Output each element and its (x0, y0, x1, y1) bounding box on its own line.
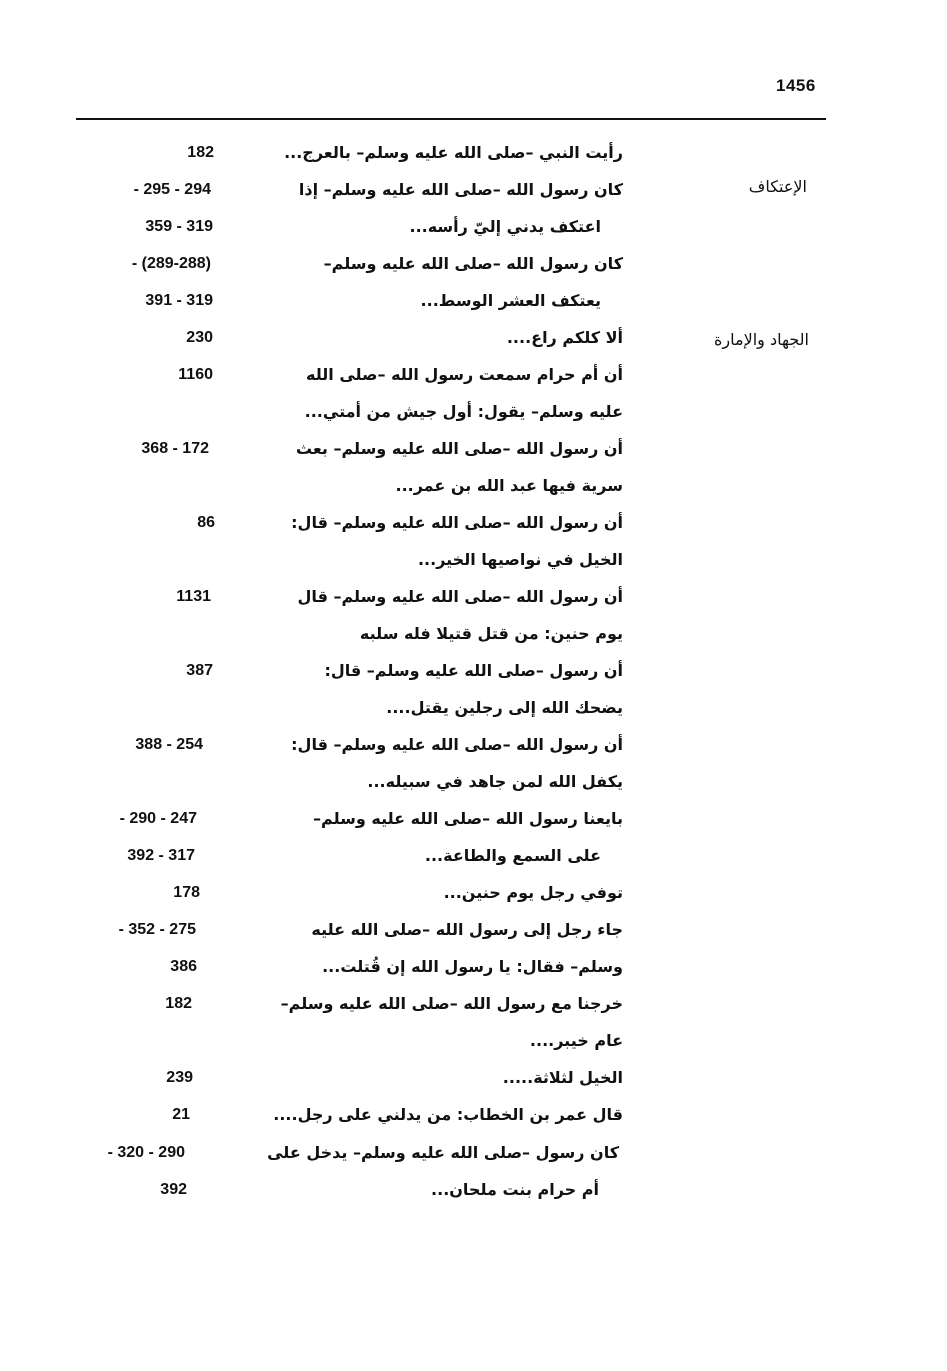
page-number: 1456 (776, 76, 816, 95)
index-row (0, 210, 947, 244)
page-reference: 239 (166, 1069, 193, 1086)
index-row (0, 1024, 947, 1058)
hadith-text: يوم حنين: من قتل قتيلا فله سلبه (359, 624, 623, 643)
page-reference: 230 (186, 329, 213, 346)
page-reference: 178 (173, 884, 200, 901)
hadith-text: كان رسول الله –صلى الله عليه وسلم– (323, 254, 623, 273)
hadith-text: أن رسول –صلى الله عليه وسلم– قال: (324, 661, 623, 680)
topic-label: الجهاد والإمارة (714, 330, 809, 349)
hadith-text: توفي رجل يوم حنين... (443, 883, 623, 902)
index-row (0, 358, 947, 392)
index-row (0, 987, 947, 1021)
hadith-text: يضحك الله إلى رجلين يقتل.... (386, 698, 623, 717)
page-reference: 182 (165, 995, 192, 1012)
hadith-text: أن رسول الله –صلى الله عليه وسلم– بعث (295, 439, 623, 458)
page-reference: 1131 (176, 588, 211, 605)
index-row (0, 691, 947, 725)
index-row (0, 173, 947, 207)
page-reference: 21 (172, 1106, 190, 1123)
index-row (0, 321, 947, 355)
page-reference: - 352 - 275 (118, 921, 196, 938)
page-reference: - 320 - 290 (107, 1144, 185, 1161)
index-row (0, 469, 947, 503)
hadith-text: كان رسول الله –صلى الله عليه وسلم– إذا (298, 180, 623, 199)
hadith-text: خرجنا مع رسول الله –صلى الله عليه وسلم– (280, 994, 623, 1013)
hadith-text: أن رسول الله –صلى الله عليه وسلم– قال: (291, 735, 623, 754)
page-reference: - (289-288) (131, 255, 211, 272)
topic-label: الإعتكاف (748, 177, 807, 196)
page-reference: 392 (160, 1181, 187, 1198)
index-row (0, 728, 947, 762)
index-row (0, 136, 947, 170)
hadith-text: بايعنا رسول الله –صلى الله عليه وسلم– (313, 809, 623, 828)
index-row (0, 654, 947, 688)
hadith-text: سرية فيها عبد الله بن عمر... (395, 476, 623, 495)
page-reference: 368 - 172 (141, 440, 209, 457)
page-reference: 388 - 254 (135, 736, 203, 753)
index-row (0, 543, 947, 577)
page-reference: 386 (170, 958, 197, 975)
index-row (0, 950, 947, 984)
index-row (0, 247, 947, 281)
index-row (0, 1061, 947, 1095)
hadith-text: يكفل الله لمن جاهد في سبيله... (367, 772, 623, 791)
index-row (0, 802, 947, 836)
hadith-text: كان رسول –صلى الله عليه وسلم– يدخل على (267, 1143, 619, 1162)
page-reference: 182 (187, 144, 214, 161)
hadith-text: رأيت النبي –صلى الله عليه وسلم– بالعرج... (284, 143, 623, 162)
index-row (0, 506, 947, 540)
index-row (0, 1173, 947, 1207)
hadith-text: جاء رجل إلى رسول الله –صلى الله عليه (311, 920, 623, 939)
hadith-text: على السمع والطاعة... (424, 846, 601, 865)
page-reference: 387 (186, 662, 213, 679)
page-reference: 1160 (178, 366, 213, 383)
hadith-text: وسلم– فقال: يا رسول الله إن قُتلت... (322, 957, 623, 976)
page-reference: 359 - 319 (145, 218, 213, 235)
hadith-text: الخيل لثلاثة..... (502, 1068, 623, 1087)
index-row (0, 395, 947, 429)
hadith-text: أن رسول الله –صلى الله عليه وسلم– قال: (291, 513, 623, 532)
hadith-text: يعتكف العشر الوسط... (420, 291, 601, 310)
hadith-text: أن رسول الله –صلى الله عليه وسلم– قال (297, 587, 623, 606)
hadith-text: عام خيبر.... (529, 1031, 623, 1050)
hadith-text: اعتكف يدني إليّ رأسه... (409, 217, 601, 236)
hadith-text: أم حرام بنت ملحان... (431, 1180, 599, 1199)
index-row (0, 913, 947, 947)
page-reference: - 290 - 247 (119, 810, 197, 827)
page-reference: 392 - 317 (127, 847, 195, 864)
hadith-text: أن أم حرام سمعت رسول الله –صلى الله (306, 365, 623, 384)
index-row (0, 876, 947, 910)
index-row (0, 1098, 947, 1132)
hadith-text: الخيل في نواصيها الخير... (417, 550, 623, 569)
page-reference: 391 - 319 (145, 292, 213, 309)
page-reference: 86 (197, 514, 215, 531)
page-reference: - 295 - 294 (133, 181, 211, 198)
hadith-text: قال عمر بن الخطاب: من يدلني على رجل.... (273, 1105, 623, 1124)
header-rule (76, 118, 826, 120)
index-row (0, 617, 947, 651)
index-row (0, 580, 947, 614)
index-row (0, 839, 947, 873)
index-row (0, 1136, 947, 1170)
index-row (0, 765, 947, 799)
hadith-text: عليه وسلم– يقول: أول جيش من أمتي... (304, 402, 623, 421)
index-row (0, 432, 947, 466)
hadith-text: ألا كلكم راع.... (506, 328, 623, 347)
index-row (0, 284, 947, 318)
